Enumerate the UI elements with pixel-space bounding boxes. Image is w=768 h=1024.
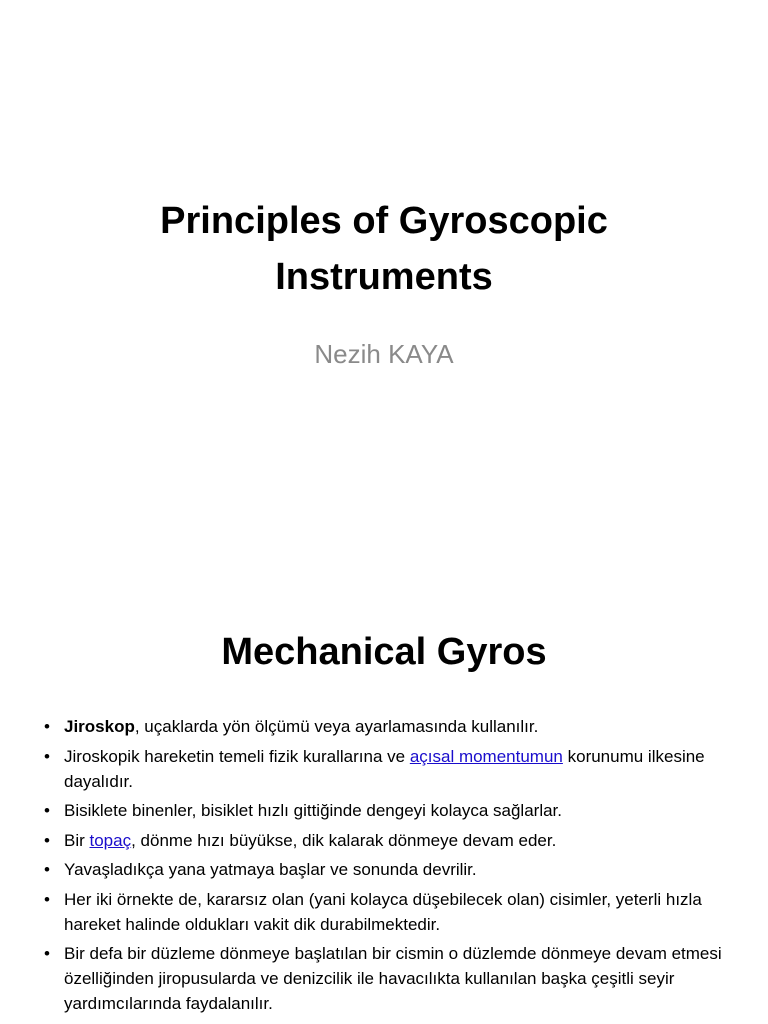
bullet-marker: • [44, 746, 50, 766]
slide-title: Mechanical Gyros [221, 631, 547, 673]
presentation-title-line-1: Principles of Gyroscopic [160, 200, 608, 242]
bullet-text: , dönme hızı büyükse, dik kalarak dönmeye devam eder. [131, 830, 557, 850]
bullet-marker: • [44, 860, 50, 879]
spinning-top-link[interactable]: topaç [89, 830, 132, 850]
bullet-text: Bir [64, 830, 90, 850]
bullet-text: Bisiklete binenler, bisiklet hızlı gittiğinde dengeyi kolayca sağlarlar. [64, 801, 562, 820]
bullet-text: Bir defa bir düzleme dönmeye başlatılan bir cismin o düzlemde dönmeye devam etmesi özelliğinden jiropusularda ve denizcilik ile havacılıkta kullanılan başka çeşitli seyir yardımcılarında faydalanılır. [64, 944, 722, 1013]
bullet-text: Jiroskopik hareketin temeli fizik kurallarına ve [64, 746, 410, 766]
bullet-item [44, 887, 724, 937]
bullet-marker: • [44, 830, 50, 850]
bullet-item [44, 714, 724, 739]
bullet-item [44, 828, 724, 853]
bullet-marker: • [44, 801, 50, 820]
presentation-title [0, 193, 768, 305]
angular-momentum-link[interactable]: açısal momentumun [409, 746, 563, 766]
bullet-list [44, 714, 724, 1021]
bullet-text: , uçaklarda yön ölçümü veya ayarlamasında kullanılır. [134, 717, 539, 736]
bullet-bold-term: Jiroskop [64, 717, 135, 736]
bullet-item [44, 798, 724, 823]
presentation-title-line-2: Instruments [275, 256, 493, 298]
bullet-item [44, 744, 724, 794]
bullet-text: Her iki örnekte de, kararsız olan (yani kolayca düşebilecek olan) cisimler, yeterli hızla hareket halinde oldukları vakit dik durabilmektedir. [64, 889, 702, 934]
bullet-marker: • [44, 717, 50, 736]
bullet-item [44, 857, 724, 882]
bullet-text: korunumu ilkesine dayalıdır. [64, 746, 705, 791]
bullet-item [44, 941, 724, 1016]
author-name: Nezih KAYA [314, 339, 454, 369]
bullet-marker: • [44, 944, 50, 963]
bullet-text: Yavaşladıkça yana yatmaya başlar ve sonunda devrilir. [64, 860, 477, 879]
bullet-marker: • [44, 889, 50, 909]
